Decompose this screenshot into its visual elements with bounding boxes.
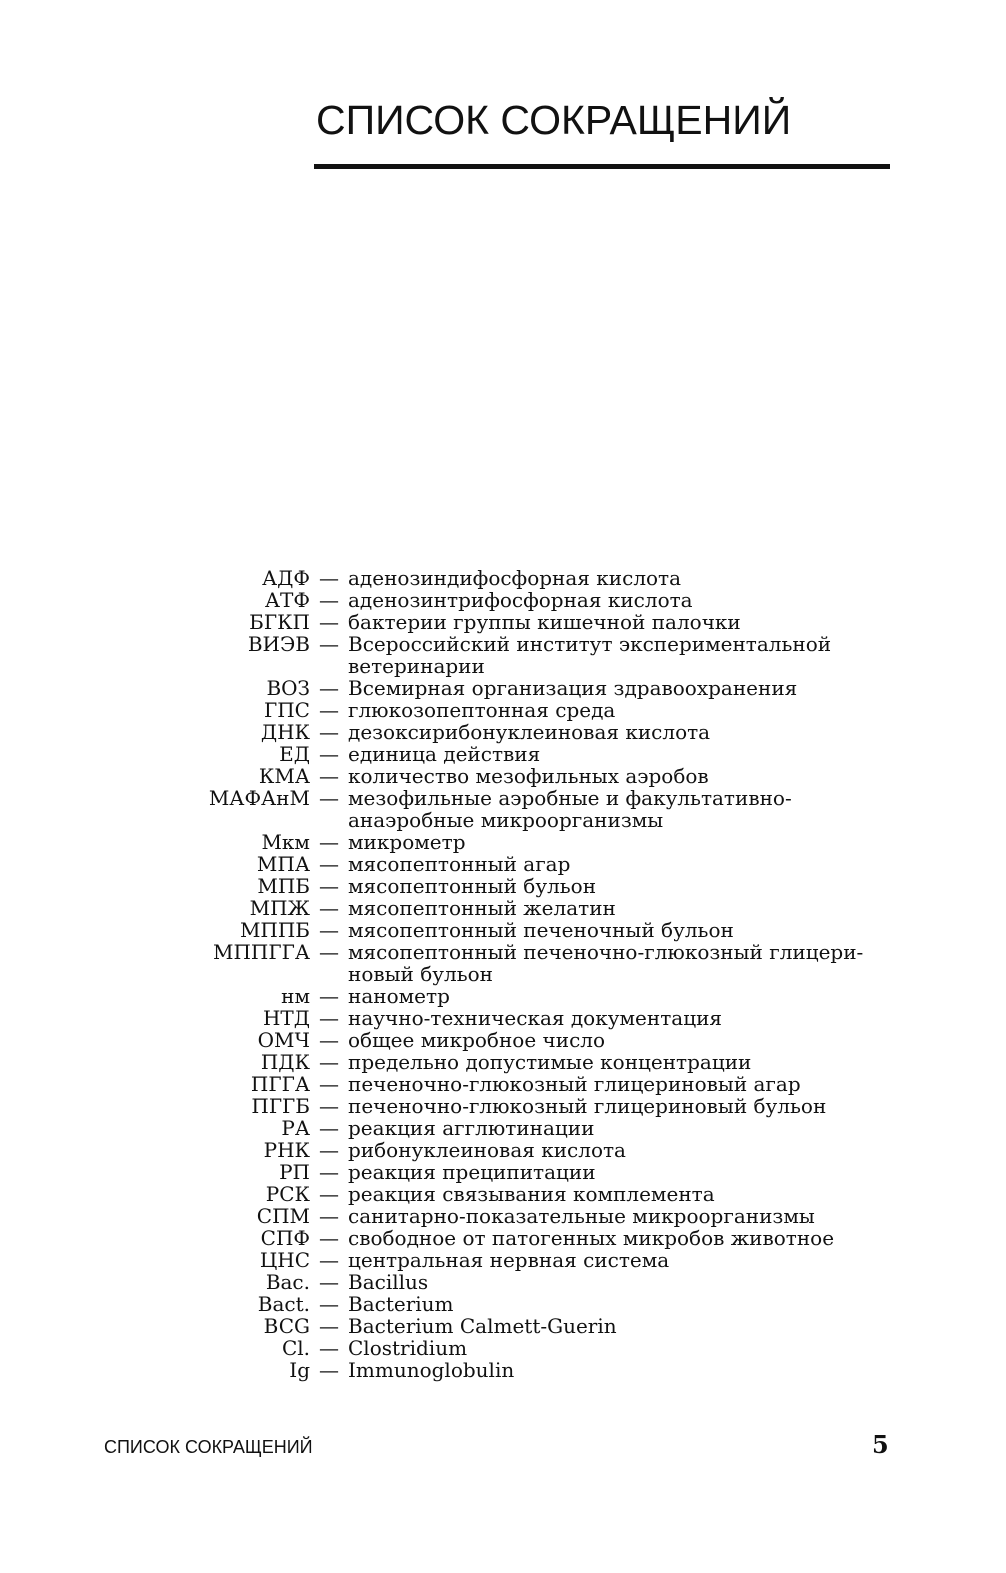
- abbreviation-dash: —: [319, 1226, 339, 1250]
- abbreviation-term: РА: [281, 1116, 310, 1140]
- abbreviation-row: [0, 1117, 1006, 1139]
- abbreviation-definition: [348, 1205, 888, 1227]
- abbreviation-row: [0, 589, 1006, 611]
- abbreviation-definition: [348, 721, 888, 743]
- abbreviation-definition: [348, 611, 888, 633]
- page-number: 5: [872, 1430, 889, 1459]
- abbreviation-dash: —: [319, 896, 339, 920]
- abbreviation-definition: [348, 1095, 888, 1117]
- abbreviation-term: МППБ: [239, 918, 310, 942]
- definition-line: Bacterium Calmett-Guerin: [348, 1314, 617, 1338]
- abbreviation-definition: [348, 1293, 888, 1315]
- abbreviation-definition: [348, 1161, 888, 1183]
- abbreviation-definition: [348, 787, 888, 831]
- abbreviation-row: [0, 611, 1006, 633]
- abbreviation-term: BCG: [263, 1314, 310, 1338]
- running-footer-title: СПИСОК СОКРАЩЕНИЙ: [104, 1437, 313, 1457]
- abbreviation-row: [0, 1315, 1006, 1337]
- definition-line: аденозиндифосфорная кислота: [348, 566, 682, 590]
- abbreviation-term: нм: [281, 984, 310, 1008]
- abbreviation-definition: [348, 1271, 888, 1293]
- abbreviation-dash: —: [319, 1160, 339, 1184]
- definition-line: бактерии группы кишечной палочки: [348, 610, 741, 634]
- abbreviation-dash: —: [319, 1182, 339, 1206]
- abbreviation-dash: —: [319, 940, 339, 964]
- abbreviation-term: ЦНС: [259, 1248, 310, 1272]
- definition-line: мезофильные аэробные и факультативно-: [348, 786, 792, 810]
- abbreviation-term: ВИЭВ: [247, 632, 310, 656]
- abbreviation-dash: —: [319, 720, 339, 744]
- abbreviation-dash: —: [319, 1314, 339, 1338]
- abbreviation-definition: [348, 985, 888, 1007]
- abbreviation-term: ПГГБ: [251, 1094, 310, 1118]
- abbreviation-term: АТФ: [264, 588, 310, 612]
- abbreviation-term: РНК: [263, 1138, 310, 1162]
- definition-line: Immunoglobulin: [348, 1358, 515, 1382]
- definition-line: реакция преципитации: [348, 1160, 596, 1184]
- definition-line: мясопептонный печеночный бульон: [348, 918, 734, 942]
- definition-line: аденозинтрифосфорная кислота: [348, 588, 693, 612]
- abbreviation-term: ГПС: [264, 698, 310, 722]
- abbreviation-row: [0, 831, 1006, 853]
- abbreviation-definition: [348, 897, 888, 919]
- abbreviation-definition: [348, 699, 888, 721]
- abbreviation-dash: —: [319, 786, 339, 810]
- abbreviation-definition: [348, 1183, 888, 1205]
- definition-line: рибонуклеиновая кислота: [348, 1138, 626, 1162]
- abbreviation-row: [0, 853, 1006, 875]
- abbreviation-dash: —: [319, 566, 339, 590]
- abbreviation-row: [0, 787, 1006, 831]
- definition-line: мясопептонный печеночно-глюкозный глицери-: [348, 940, 864, 964]
- abbreviation-definition: [348, 1359, 888, 1381]
- abbreviation-term: Cl.: [281, 1336, 310, 1360]
- abbreviation-term: Bac.: [265, 1270, 310, 1294]
- definition-line: общее микробное число: [348, 1028, 606, 1052]
- abbreviation-dash: —: [319, 698, 339, 722]
- abbreviation-term: РП: [279, 1160, 310, 1184]
- abbreviation-term: КМА: [258, 764, 310, 788]
- abbreviation-dash: —: [319, 1072, 339, 1096]
- definition-line: научно-техническая документация: [348, 1006, 723, 1030]
- abbreviation-term: МППГГА: [213, 940, 310, 964]
- abbreviation-row: [0, 1073, 1006, 1095]
- definition-line: свободное от патогенных микробов животное: [348, 1226, 835, 1250]
- abbreviation-row: [0, 765, 1006, 787]
- definition-line: реакция связывания комплемента: [348, 1182, 715, 1206]
- abbreviation-list: [0, 567, 1006, 1381]
- abbreviation-row: [0, 1051, 1006, 1073]
- abbreviation-term: ОМЧ: [257, 1028, 310, 1052]
- definition-line: анаэробные микроорганизмы: [348, 808, 664, 832]
- title-underline-rule: [314, 164, 890, 169]
- abbreviation-row: [0, 721, 1006, 743]
- abbreviation-dash: —: [319, 764, 339, 788]
- abbreviation-definition: [348, 743, 888, 765]
- abbreviation-row: [0, 897, 1006, 919]
- abbreviation-row: [0, 677, 1006, 699]
- definition-line: санитарно-показательные микроорганизмы: [348, 1204, 815, 1228]
- abbreviation-row: [0, 941, 1006, 985]
- abbreviation-dash: —: [319, 1358, 339, 1382]
- abbreviation-term: АДФ: [261, 566, 310, 590]
- abbreviation-row: [0, 633, 1006, 677]
- abbreviation-dash: —: [319, 1204, 339, 1228]
- abbreviation-row: [0, 1029, 1006, 1051]
- abbreviation-row: [0, 1095, 1006, 1117]
- abbreviation-definition: [348, 1007, 888, 1029]
- definition-line: Bacillus: [348, 1270, 429, 1294]
- definition-line: Всемирная организация здравоохранения: [348, 676, 798, 700]
- abbreviation-row: [0, 1249, 1006, 1271]
- definition-line: предельно допустимые концентрации: [348, 1050, 752, 1074]
- abbreviation-row: [0, 1337, 1006, 1359]
- abbreviation-row: [0, 1359, 1006, 1381]
- abbreviation-term: ПДК: [260, 1050, 310, 1074]
- abbreviation-row: [0, 1293, 1006, 1315]
- abbreviation-row: [0, 1183, 1006, 1205]
- abbreviation-definition: [348, 1337, 888, 1359]
- abbreviation-dash: —: [319, 1050, 339, 1074]
- abbreviation-definition: [348, 765, 888, 787]
- abbreviation-dash: —: [319, 1336, 339, 1360]
- abbreviation-definition: [348, 677, 888, 699]
- abbreviation-definition: [348, 1315, 888, 1337]
- abbreviation-dash: —: [319, 1006, 339, 1030]
- definition-line: глюкозопептонная среда: [348, 698, 616, 722]
- abbreviation-term: МПА: [256, 852, 310, 876]
- abbreviation-definition: [348, 1073, 888, 1095]
- abbreviation-dash: —: [319, 1094, 339, 1118]
- definition-line: Всероссийский институт экспериментальной: [348, 632, 832, 656]
- abbreviation-definition: [348, 1051, 888, 1073]
- definition-line: мясопептонный агар: [348, 852, 571, 876]
- abbreviation-row: [0, 1161, 1006, 1183]
- abbreviation-definition: [348, 853, 888, 875]
- abbreviation-dash: —: [319, 1270, 339, 1294]
- abbreviation-row: [0, 1227, 1006, 1249]
- definition-line: новый бульон: [348, 962, 494, 986]
- abbreviation-term: МПБ: [257, 874, 310, 898]
- definition-line: дезоксирибонуклеиновая кислота: [348, 720, 711, 744]
- abbreviation-term: СПМ: [256, 1204, 310, 1228]
- definition-line: нанометр: [348, 984, 450, 1008]
- abbreviation-row: [0, 875, 1006, 897]
- abbreviation-definition: [348, 633, 888, 677]
- definition-line: Clostridium: [348, 1336, 468, 1360]
- abbreviation-dash: —: [319, 830, 339, 854]
- abbreviation-term: НТД: [262, 1006, 310, 1030]
- abbreviation-dash: —: [319, 1248, 339, 1272]
- abbreviation-definition: [348, 589, 888, 611]
- definition-line: количество мезофильных аэробов: [348, 764, 709, 788]
- abbreviation-dash: —: [319, 588, 339, 612]
- definition-line: Bacterium: [348, 1292, 454, 1316]
- abbreviation-definition: [348, 1117, 888, 1139]
- abbreviation-dash: —: [319, 984, 339, 1008]
- abbreviation-dash: —: [319, 1138, 339, 1162]
- abbreviation-dash: —: [319, 676, 339, 700]
- abbreviation-row: [0, 1205, 1006, 1227]
- abbreviation-dash: —: [319, 1292, 339, 1316]
- abbreviation-row: [0, 699, 1006, 721]
- abbreviation-dash: —: [319, 874, 339, 898]
- abbreviation-term: ДНК: [260, 720, 310, 744]
- abbreviation-term: ВОЗ: [266, 676, 310, 700]
- abbreviation-dash: —: [319, 1028, 339, 1052]
- abbreviation-dash: —: [319, 632, 339, 656]
- abbreviation-term: ПГГА: [250, 1072, 310, 1096]
- abbreviation-row: [0, 1139, 1006, 1161]
- definition-line: печеночно-глюкозный глицериновый агар: [348, 1072, 801, 1096]
- page-title: СПИСОК СОКРАЩЕНИЙ: [316, 97, 792, 143]
- abbreviation-definition: [348, 1249, 888, 1271]
- definition-line: единица действия: [348, 742, 541, 766]
- abbreviation-definition: [348, 919, 888, 941]
- abbreviation-dash: —: [319, 742, 339, 766]
- abbreviation-row: [0, 985, 1006, 1007]
- abbreviation-term: БГКП: [249, 610, 310, 634]
- abbreviation-dash: —: [319, 1116, 339, 1140]
- definition-line: ветеринарии: [348, 654, 485, 678]
- abbreviation-dash: —: [319, 852, 339, 876]
- abbreviation-term: Мкм: [261, 830, 310, 854]
- abbreviation-definition: [348, 941, 888, 985]
- definition-line: реакция агглютинации: [348, 1116, 595, 1140]
- abbreviation-dash: —: [319, 918, 339, 942]
- abbreviation-definition: [348, 567, 888, 589]
- abbreviation-dash: —: [319, 610, 339, 634]
- abbreviation-term: РСК: [265, 1182, 310, 1206]
- abbreviation-definition: [348, 831, 888, 853]
- abbreviation-term: Bact.: [257, 1292, 310, 1316]
- abbreviation-row: [0, 567, 1006, 589]
- definition-line: микрометр: [348, 830, 466, 854]
- abbreviation-term: Ig: [289, 1358, 310, 1382]
- definition-line: мясопептонный бульон: [348, 874, 597, 898]
- abbreviation-row: [0, 743, 1006, 765]
- abbreviation-row: [0, 1271, 1006, 1293]
- abbreviation-term: МПЖ: [249, 896, 310, 920]
- abbreviation-definition: [348, 1029, 888, 1051]
- abbreviation-term: МАФАнМ: [208, 786, 310, 810]
- abbreviation-row: [0, 919, 1006, 941]
- abbreviation-term: ЕД: [279, 742, 310, 766]
- abbreviation-term: СПФ: [260, 1226, 310, 1250]
- abbreviation-definition: [348, 1139, 888, 1161]
- abbreviation-row: [0, 1007, 1006, 1029]
- abbreviation-definition: [348, 875, 888, 897]
- abbreviation-definition: [348, 1227, 888, 1249]
- definition-line: печеночно-глюкозный глицериновый бульон: [348, 1094, 827, 1118]
- definition-line: мясопептонный желатин: [348, 896, 616, 920]
- definition-line: центральная нервная система: [348, 1248, 670, 1272]
